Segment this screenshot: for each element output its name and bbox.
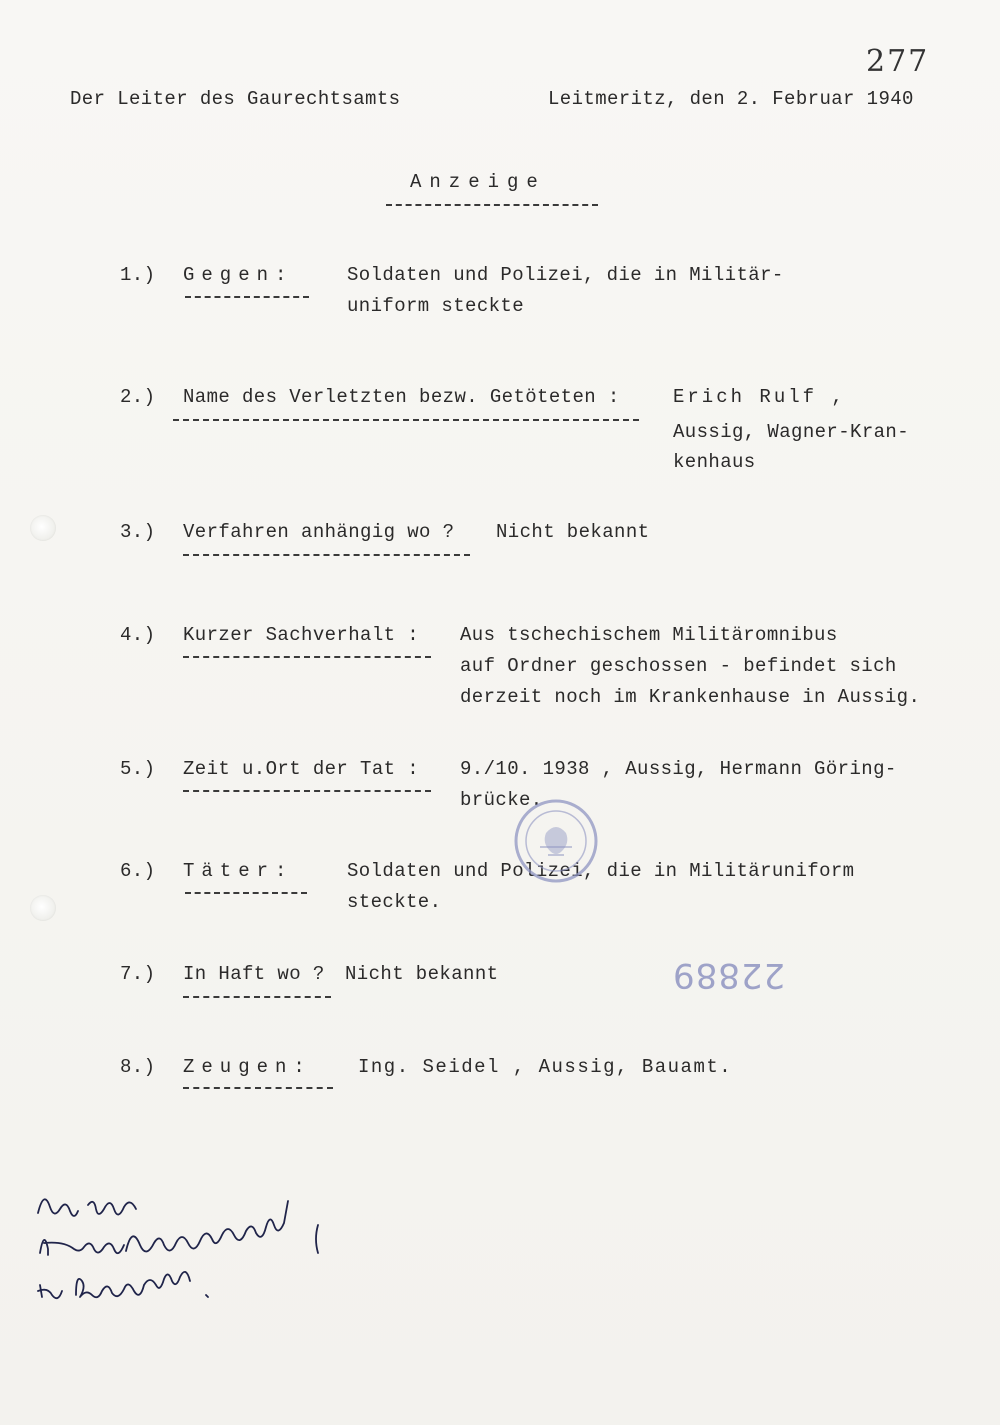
item-number: 4.) <box>120 624 156 646</box>
item-label: Täter: <box>183 860 294 882</box>
item-number: 5.) <box>120 758 156 780</box>
item-text-line: kenhaus <box>673 451 756 473</box>
item-text-line: 9./10. 1938 , Aussig, Hermann Göring- <box>460 758 897 780</box>
item-text-line: Aus tschechischem Militäromnibus <box>460 624 838 646</box>
folio-number: 277 <box>866 44 930 79</box>
label-underline <box>183 656 431 658</box>
place-date: Leitmeritz, den 2. Februar 1940 <box>548 88 914 110</box>
item-number: 8.) <box>120 1056 156 1078</box>
item-text-line: Soldaten und Polizei, die in Militär- <box>347 264 784 286</box>
item-label: Verfahren anhängig wo ? <box>183 521 455 543</box>
label-underline <box>183 790 431 792</box>
archive-stamp-icon <box>510 795 602 887</box>
item-label: Name des Verletzten bezw. Getöteten : <box>183 386 620 408</box>
item-number: 7.) <box>120 963 156 985</box>
item-number: 2.) <box>120 386 156 408</box>
item-text-line: Aussig, Wagner-Kran- <box>673 421 910 443</box>
label-underline <box>183 1087 333 1089</box>
item-label: Kurzer Sachverhalt : <box>183 624 420 646</box>
item-label: Zeugen: <box>183 1056 312 1078</box>
stamp-number: 22889 <box>672 955 786 995</box>
sender-line: Der Leiter des Gaurechtsamts <box>70 88 401 110</box>
item-label: In Haft wo ? <box>183 963 325 985</box>
item-text-line: uniform steckte <box>347 295 525 317</box>
item-label: Gegen: <box>183 264 294 286</box>
label-underline <box>185 892 307 894</box>
item-number: 1.) <box>120 264 156 286</box>
label-underline <box>185 296 309 298</box>
item-number: 6.) <box>120 860 156 882</box>
label-underline <box>183 554 470 556</box>
item-text-line: Ing. Seidel , Aussig, Bauamt. <box>358 1056 733 1078</box>
item-text-line: Nicht bekannt <box>345 963 499 985</box>
label-underline <box>173 419 639 421</box>
item-text-line: derzeit noch im Krankenhause in Aussig. <box>460 686 921 708</box>
document-title: Anzeige <box>410 171 546 193</box>
item-text-line: Soldaten und Polizei, die in Militäruniform <box>347 860 855 882</box>
item-number: 3.) <box>120 521 156 543</box>
title-underline <box>386 204 598 206</box>
item-label: Zeit u.Ort der Tat : <box>183 758 420 780</box>
handwritten-address-signature <box>30 1185 360 1315</box>
item-text-line: Nicht bekannt <box>496 521 650 543</box>
item-text-line: auf Ordner geschossen - befindet sich <box>460 655 897 677</box>
label-underline <box>183 996 331 998</box>
punch-hole-bottom <box>30 895 56 921</box>
item-text-line: brücke. <box>460 789 543 811</box>
item-text-line: Erich Rulf , <box>673 386 846 408</box>
item-text-line: steckte. <box>347 891 442 913</box>
punch-hole-top <box>30 515 56 541</box>
